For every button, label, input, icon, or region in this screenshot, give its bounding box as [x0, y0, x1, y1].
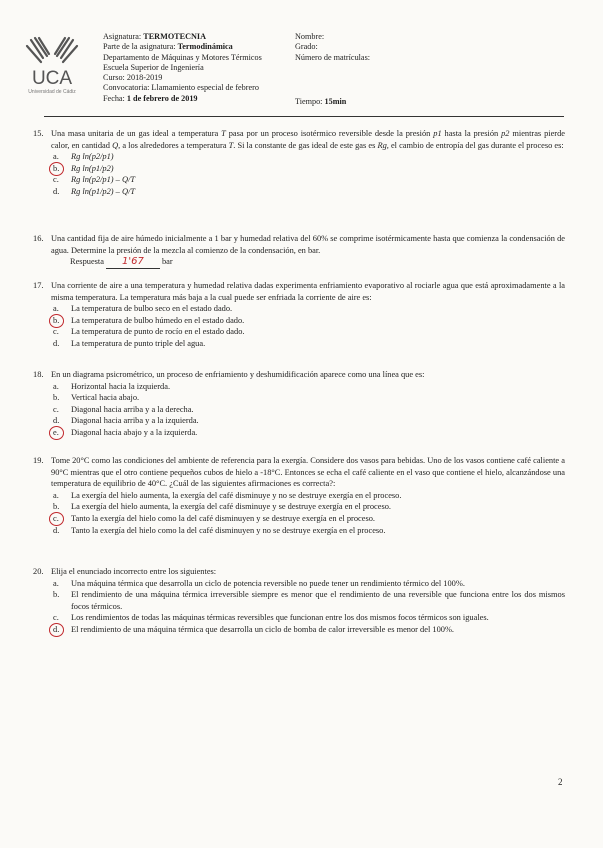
matricula-field: Número de matrículas:: [295, 52, 371, 62]
question-16: 16. Una cantidad fija de aire húmedo inicialmente a 1 bar y humedad relativa del 60% se comprime isotérmicamente hasta que comienza la condensación de agua. Determine la presión de la mezcla al comienzo de la condensación, en bar. Respuesta 1'67 bar: [33, 234, 565, 268]
convocatoria: Convocatoria: Llamamiento especial de febrero: [103, 83, 259, 93]
question-18: 18. En un diagrama psicrométrico, un proceso de enfriamiento y deshumidificación aparece como una línea que es: a. Horizontal hacia la izquierda. b. Vertical hacia abajo. c. Diagonal hacia arriba y a la derecha. d. Diagonal hacia arriba y a la izquierda. e. Diagonal hacia abajo y a la izquierda.: [33, 369, 565, 439]
option-c[interactable]: c. La temperatura de punto de rocío en el estado dado.: [53, 327, 245, 337]
curso: Curso: 2018-2019: [103, 73, 163, 83]
parte-value: Termodinámica: [177, 42, 233, 52]
nombre-field: Nombre:: [295, 32, 325, 41]
handwritten-answer: 1'67: [122, 256, 144, 268]
question-20: 20. Elija el enunciado incorrecto entre los siguientes: a. Una máquina térmica que desarrolla un ciclo de potencia reversible no puede tener un rendimiento térmico del 100%. b. El rendimiento de una máquina térmica irreversible siempre es menor que el rendimiento de una reversible que funciona entre los dos mismos focos térmicos. c. Los rendimientos de todas las máquinas térmicas reversibles que funcionan entre los dos mismos focos térmicos son iguales. d. El rendimiento de una máquina térmica que desarrolla un ciclo de bomba de calor irreversible es menor del 100%.: [33, 566, 565, 636]
answer-field[interactable]: [106, 256, 160, 269]
tiempo: Tiempo: 15min: [295, 97, 347, 106]
escuela: Escuela Superior de Ingeniería: [103, 62, 204, 72]
header-divider: [44, 116, 564, 117]
header-right: [295, 32, 370, 63]
grado-field: Grado:: [295, 42, 318, 52]
option-a[interactable]: a. La exergía del hielo aumenta, la exergía del café disminuye y no se destruye exergía en el proceso.: [53, 490, 402, 500]
option-c[interactable]: c. Diagonal hacia arriba y a la derecha.: [53, 404, 194, 414]
question-stem: Una masa unitaria de un gas ideal a temperatura T pasa por un proceso isotérmico reversible desde la presión p1 hasta la presión p2 mientras pierde calor, en cantidad Q, a los alrededores a temperatura T. Si la constante de gas ideal de este gas es Rg, el cambio de entropía del gas durante el proceso es:: [51, 129, 566, 150]
option-b[interactable]: b. La temperatura de bulbo húmedo en el estado dado.: [53, 315, 565, 327]
option-e[interactable]: e. Diagonal hacia abajo y a la izquierda.: [53, 427, 565, 439]
selected-mark: [49, 426, 64, 440]
logo-subtitle: Universidad de Cádiz: [28, 89, 76, 95]
option-b[interactable]: b. Rg ln(p1/p2): [53, 163, 565, 175]
option-c[interactable]: c. Rg ln(p2/p1) – Q/T: [53, 175, 135, 185]
logo-text: UCA: [31, 68, 73, 89]
option-a[interactable]: a. Una máquina térmica que desarrolla un ciclo de potencia reversible no puede tener un rendimiento térmico del 100%.: [53, 578, 465, 588]
fecha-value: 1 de febrero de 2019: [126, 93, 198, 103]
question-stem: Una cantidad fija de aire húmedo inicialmente a 1 bar y humedad relativa del 60% se comprime isotérmicamente hasta que comienza la condensación de agua. Determine la presión de la mezcla al comienzo de la condensación, en bar.: [51, 234, 565, 255]
option-d[interactable]: d. Rg ln(p1/p2) – Q/T: [53, 186, 135, 196]
question-stem: En un diagrama psicrométrico, un proceso de enfriamiento y deshumidificación aparece como una línea que es:: [51, 370, 425, 379]
question-15: 15. Una masa unitaria de un gas ideal a temperatura T pasa por un proceso isotérmico reversible desde la presión p1 hasta la presión p2 mientras pierde calor, en cantidad Q, a los alrededores a temperatura T. Si la constante de gas ideal de este gas es Rg, el cambio de entropía del gas durante el proceso es: a. Rg ln(p2/p1) b. Rg ln(p1/p2) c. Rg ln(p2/p1) – Q/T d. Rg ln(p1/p2) – Q/T: [33, 129, 566, 196]
option-a[interactable]: a. Rg ln(p2/p1): [53, 152, 114, 162]
option-d[interactable]: d. Diagonal hacia arriba y a la izquierda.: [53, 416, 199, 426]
option-a[interactable]: a. La temperatura de bulbo seco en el estado dado.: [53, 304, 233, 314]
option-d[interactable]: d. El rendimiento de una máquina térmica que desarrolla un ciclo de bomba de calor irreversible es menor del 100%.: [53, 624, 565, 636]
question-17: 17. Una corriente de aire a una temperatura y humedad relativa dadas experimenta enfriamiento evaporativo al rociarle agua que está aproximadamente a la misma temperatura. La temperatura más baja a la cual puede ser enfriada la corriente de aire es: a. La temperatura de bulbo seco en el estado dado. b. La temperatura de bulbo húmedo en el estado dado. c. La temperatura de punto de rocío en el estado dado. d. La temperatura de punto triple del agua.: [33, 281, 565, 348]
question-stem: Elija el enunciado incorrecto entre los siguientes:: [51, 567, 217, 576]
asignatura-value: TERMOTECNIA: [143, 32, 207, 41]
question-stem: Tome 20°C como las condiciones del ambiente de referencia para la exergía. Considere dos vasos para bebidas. Uno de los vasos contiene café caliente a 90°C mientras que el otro contiene pequeños cubos de hielo a -18°C. Entonces se echa el café caliente en el vaso que contiene el hielo, alcanzándose una temperatura de equilibrio de 40°C. ¿Cuál de las siguientes afirmaciones es correcta?:: [51, 456, 565, 489]
option-b[interactable]: b. El rendimiento de una máquina térmica irreversible siempre es menor que el rendimiento de una reversible que funciona entre los dos mismos focos térmicos.: [53, 590, 565, 611]
option-b[interactable]: b. Vertical hacia abajo.: [53, 393, 140, 403]
question-19: 19. Tome 20°C como las condiciones del ambiente de referencia para la exergía. Considere dos vasos para bebidas. Uno de los vasos contiene café caliente a 90°C mientras que el otro contiene pequeños cubos de hielo a -18°C. Entonces se echa el café caliente en el vaso que contiene el hielo, alcanzándose una temperatura de equilibrio de 40°C. ¿Cuál de las siguientes afirmaciones es correcta?: a. La exergía del hielo aumenta, la exergía del café disminuye y no se destruye exergía en el proceso. b. La exergía del hielo aumenta, la exergía del café disminuye y se destruye exergía en el proceso. c. Tanto la exergía del hielo como la del café disminuyen y se destruye exergía en el proceso. d. Tanto la exergía del hielo como la del café disminuyen y no se destruye exergía en el proceso.: [33, 456, 565, 535]
option-b[interactable]: b. La exergía del hielo aumenta, la exergía del café disminuye y se destruye exergía en el proceso.: [53, 502, 391, 512]
option-c[interactable]: c. Los rendimientos de todas las máquinas térmicas reversibles que funcionan entre los dos mismos focos térmicos son iguales.: [53, 613, 489, 623]
option-d[interactable]: d. Tanto la exergía del hielo como la del café disminuyen y no se destruye exergía en el proceso.: [53, 525, 386, 535]
selected-mark: [49, 623, 64, 637]
uca-logo: [17, 36, 87, 106]
answer-line: Respuesta 1'67 bar: [70, 256, 173, 268]
page-number: 2: [558, 777, 563, 787]
option-a[interactable]: a. Horizontal hacia la izquierda.: [53, 381, 171, 391]
option-c[interactable]: c. Tanto la exergía del hielo como la del café disminuyen y se destruye exergía en el proceso.: [53, 513, 565, 525]
departamento: Departamento de Máquinas y Motores Térmicos: [103, 52, 262, 62]
option-d[interactable]: d. La temperatura de punto triple del agua.: [53, 338, 206, 348]
question-stem: Una corriente de aire a una temperatura y humedad relativa dadas experimenta enfriamiento evaporativo al rociarle agua que está aproximadamente a la misma temperatura. La temperatura más baja a la cual puede ser enfriada la corriente de aire es:: [51, 281, 565, 302]
header-left: Asignatura: TERMOTECNIA Parte de la asignatura: Termodinámica Departamento de Máquinas y Motores Térmicos Escuela Superior de Ingeniería Curso: 2018-2019 Convocatoria: Llamamiento especial de febrero Fecha: 1 de febrero de 2019: [103, 32, 262, 103]
